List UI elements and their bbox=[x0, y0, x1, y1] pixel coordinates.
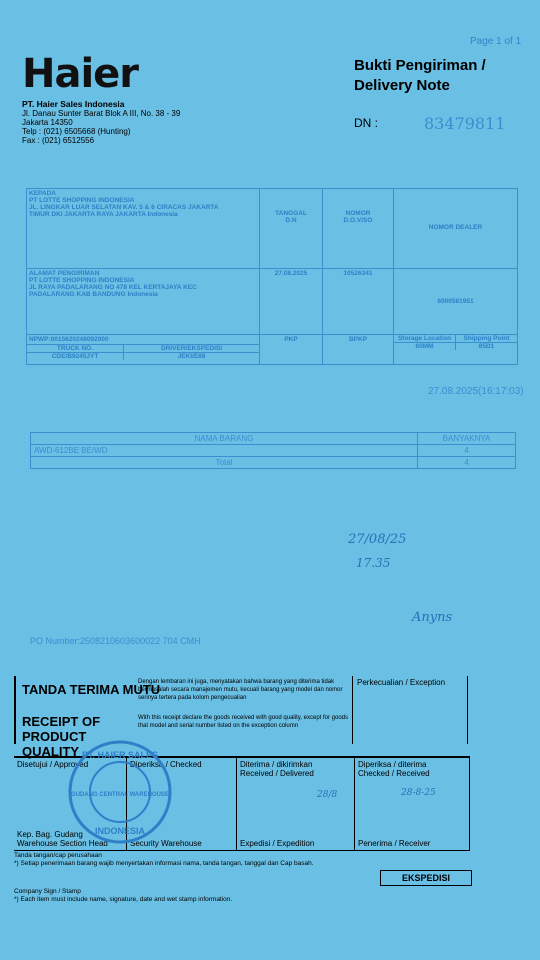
sig-receiver-top: Diperiksa / diterima Checked / Received bbox=[358, 760, 430, 778]
item-qty: 4 bbox=[418, 445, 516, 457]
dn-number: 83479811 bbox=[424, 114, 506, 133]
ekspedisi-badge: EKSPEDISI bbox=[380, 870, 472, 886]
po-number: PO Number:2508210603600022 704 CMH bbox=[30, 636, 201, 646]
tanggal-sub: D.N bbox=[285, 217, 297, 224]
nomor-sub: D.O.V/SO bbox=[343, 217, 373, 224]
sig-approved-top: Disetujui / Approved bbox=[17, 760, 89, 769]
doc-title bbox=[354, 56, 486, 96]
recipient-cell bbox=[27, 189, 260, 269]
dealer-value: 6000581951 bbox=[394, 269, 518, 335]
page-indicator: Page 1 of 1 bbox=[470, 36, 522, 47]
tanggal-label: TANGGAL bbox=[275, 210, 307, 217]
sig-received-date: 28/8 bbox=[317, 790, 338, 800]
tanggal-header bbox=[260, 189, 323, 269]
npwp: NPWP:0015620248092000 bbox=[27, 335, 259, 345]
company-stamp bbox=[60, 738, 180, 846]
sig-received bbox=[236, 758, 354, 850]
recipient-addr1: JL. LINGKAR LUAR SELATAN KAV. 5 & 6 CIRACAS JAKARTA bbox=[29, 204, 219, 211]
company-block bbox=[22, 100, 180, 145]
storage-value: 60MM bbox=[394, 343, 456, 350]
driver-value: JEKI/E88 bbox=[177, 353, 206, 360]
npwp-truck-cell bbox=[27, 335, 260, 365]
sig-receiver bbox=[354, 758, 470, 850]
company-fax: Fax : (021) 6512556 bbox=[22, 136, 95, 145]
recipient-name: PT LOTTE SHOPPING INDONESIA bbox=[29, 197, 135, 204]
truck-label: TRUCK NO. bbox=[27, 345, 124, 352]
truck-value: CDE/B9245JYT bbox=[27, 353, 124, 360]
sig-receiver-bottom: Penerima / Receiver bbox=[358, 839, 431, 848]
exception-box: Perkecualian / Exception bbox=[352, 676, 468, 744]
sig-checked-top: Diperiksa / Checked bbox=[130, 760, 202, 769]
footer-line2: *) Setiap penerimaan barang wajib menyertakan informasi nama, tanda tangan, tanggal dan Cap basah. bbox=[14, 860, 314, 867]
title-line1: Bukti Pengiriman / bbox=[354, 57, 486, 74]
handwritten-date: 27/08/25 bbox=[348, 532, 407, 547]
so-value: 10526341 bbox=[323, 269, 394, 335]
nomor-header bbox=[323, 189, 394, 269]
quality-desc-en: With this receipt declare the goods received with good quality, except for goods that model and serial number listed on the exception column bbox=[138, 715, 349, 729]
sig-received-top: Diterima / dikirimkan Received / Delivered bbox=[240, 760, 314, 778]
stamp-top: PT. HAIER SALES bbox=[81, 750, 159, 760]
stamp-bottom: INDONESIA bbox=[94, 826, 146, 836]
date-value: 27.08.2025 bbox=[260, 269, 323, 335]
handwritten-time: 17.35 bbox=[356, 556, 391, 570]
shipping-label: Shipping Point bbox=[463, 335, 510, 342]
pkp: PKP bbox=[260, 335, 323, 365]
location-cell bbox=[394, 335, 518, 365]
header-table bbox=[26, 188, 518, 365]
nomor-label: NOMOR bbox=[345, 210, 371, 217]
storage-label: Storage Location bbox=[394, 335, 456, 342]
handwritten-signature: Anyns bbox=[412, 610, 453, 625]
footer-line4: *) Each item must include name, signature, date and wet stamp information. bbox=[14, 896, 233, 903]
footer-line3: Company Sign / Stamp bbox=[14, 888, 81, 895]
footer-line1: Tanda tangan/cap perusahaan bbox=[14, 852, 102, 859]
footer-en bbox=[14, 888, 232, 904]
item-name: AWD-612BE BE/WD bbox=[31, 445, 418, 457]
company-name: PT. Haier Sales Indonesia bbox=[22, 99, 125, 109]
dealer-label: NOMOR DEALER bbox=[428, 224, 483, 231]
sig-receiver-date: 28-8-25 bbox=[401, 788, 436, 798]
driver-label: DRIVER/EKSPEDISI bbox=[160, 345, 223, 352]
company-address1: Jl. Danau Sunter Barat Blok A III, No. 38 - 39 bbox=[22, 109, 181, 118]
footer-id bbox=[14, 852, 314, 868]
quality-title-en: RECEIPT OF PRODUCT QUALITY bbox=[22, 714, 101, 759]
company-address2: Jakarta 14350 bbox=[22, 118, 73, 127]
sig-received-bottom: Expedisi / Expedition bbox=[240, 839, 315, 848]
total-qty: 4 bbox=[418, 457, 516, 469]
quality-title-id: TANDA TERIMA MUTU bbox=[22, 682, 161, 697]
company-phone: Telp : (021) 6505668 (Hunting) bbox=[22, 127, 131, 136]
recipient-addr2: TIMUR DKI JAKARTA RAYA JAKARTA Indonesia bbox=[29, 211, 178, 218]
items-header-name: NAMA BARANG bbox=[31, 433, 418, 445]
total-label: Total bbox=[31, 457, 418, 469]
title-line2: Delivery Note bbox=[354, 77, 450, 94]
ship-addr1: JL RAYA PADALARANG NO 478 KEL KERTAJAYA KEC bbox=[29, 284, 197, 291]
dealer-header bbox=[394, 189, 518, 269]
recipient-label: KEPADA bbox=[29, 190, 56, 197]
ship-cell bbox=[27, 269, 260, 335]
haier-logo: Haier bbox=[22, 51, 139, 97]
shipping-value: 85D1 bbox=[478, 343, 495, 350]
ship-name: PT LOTTE SHOPPING INDONESIA bbox=[29, 277, 135, 284]
ship-label: ALAMAT PENGIRIMAN bbox=[29, 270, 100, 277]
table-row bbox=[31, 445, 516, 457]
bpkp: BPKP bbox=[323, 335, 394, 365]
ship-addr2: PADALARANG KAB BANDUNG Indonesia bbox=[29, 291, 158, 298]
stamp-mid: GUDANG CENTRAL WAREHOUSE bbox=[71, 792, 169, 798]
dn-label: DN : bbox=[354, 116, 378, 130]
print-timestamp: 27.08.2025(16:17:03) bbox=[428, 386, 524, 397]
quality-desc-id: Dengan lembaran ini juga, menyatakan bahwa barang yang diterima tidak bermasalah secara manajemen mutu, kecuali barang yang model dan nomor serinya tertera pada kolom pengecualian bbox=[138, 679, 343, 701]
items-header-qty: BANYAKNYA bbox=[418, 433, 516, 445]
sig-approved-bottom: Kep. Bag. Gudang Warehouse Section Head bbox=[17, 830, 108, 848]
sig-checked-bottom: Security Warehouse bbox=[130, 839, 202, 848]
items-table bbox=[30, 432, 516, 469]
